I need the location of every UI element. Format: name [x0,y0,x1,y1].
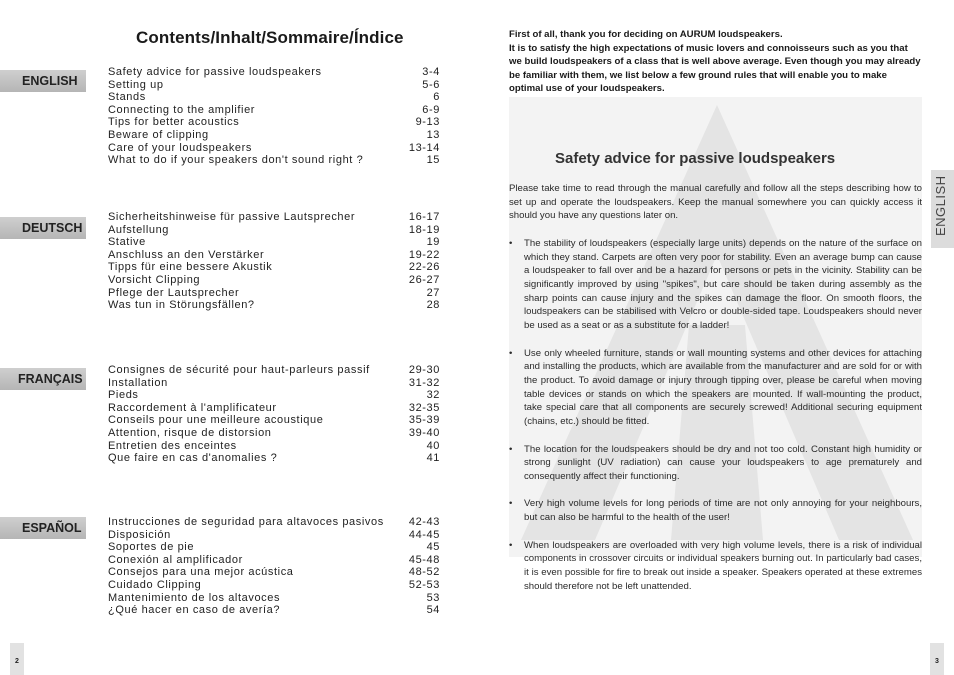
toc-entry-label: Mantenimiento de los altavoces [108,591,281,604]
bullet-item [509,443,922,484]
toc-entry-label: Que faire en cas d'anomalies ? [108,452,278,465]
toc-entry [108,236,440,249]
toc-entry [108,377,440,390]
toc-entry [108,91,440,104]
toc-entry-label: Setting up [108,78,164,91]
toc-entry-label: Instrucciones de seguridad para altavoces pasivos [108,516,384,528]
toc-entry [108,154,440,167]
toc-entry [108,79,440,92]
toc-entry-pages: 6 [433,91,440,104]
toc-entry [108,529,440,542]
toc-entry [108,389,440,402]
toc-entry-label: What to do if your speakers don't sound right ? [108,154,364,167]
toc-entry [108,66,440,79]
language-side-tab [931,170,954,248]
bullet-text: Use only wheeled furniture, stands or wall mounting systems and other devices for attaching and installing the products, which are available from the manufacturer and are sold for or with the product. To avoid damage or injury through tipping over, please be careful when moving table devices or stands on which the speakers are mounted. If wall-mounting the product, take special care that all components are securely screwed! Additional securing equipment (chains, etc.) should be fitted. [524,347,922,427]
toc-entry [108,116,440,129]
right-page [477,0,954,675]
toc-entry [108,440,440,453]
toc-entry-label: Soportes de pie [108,541,195,554]
toc-entry [108,224,440,237]
toc-entry-label: Care of your loudspeakers [108,141,253,154]
intro-text [509,28,922,96]
toc-entry-label: Conseils pour une meilleure acoustique [108,414,324,427]
toc-entry-pages: 28 [426,299,440,312]
toc-entry [108,554,440,567]
bullet-text: Very high volume levels for long periods of time are not only annoying for your neighbours, but can also be harmful to the health of the user! [524,498,922,524]
toc-entry-label: Vorsicht Clipping [108,273,201,286]
toc-entry-label: Installation [108,376,168,389]
toc-entry-label: Anschluss an den Verstärker [108,248,265,261]
toc-entry-label: Stative [108,236,146,249]
page-number-right: 3 [930,643,944,675]
toc-entry-pages: 52-53 [408,578,440,591]
lang-tab-deutsch: DEUTSCH [0,217,86,239]
bullet-icon: • [509,539,513,551]
toc-entry-pages: 40 [426,439,440,452]
contents-title: Contents/Inhalt/Sommaire/Índice [136,28,404,47]
toc-entry-pages: 26-27 [408,273,440,286]
toc-entry-label: Connecting to the amplifier [108,103,256,116]
toc-english [108,66,440,167]
toc-entry [108,452,440,465]
toc-entry-pages: 41 [426,452,440,465]
toc-entry [108,579,440,592]
toc-entry-label: Pflege der Lautsprecher [108,286,240,299]
bullet-item [509,497,922,524]
toc-entry-label: Disposición [108,528,171,541]
toc-entry [108,566,440,579]
toc-entry-pages: 45-48 [408,553,440,566]
toc-entry-pages: 19 [426,236,440,249]
toc-entry [108,541,440,554]
toc-entry-pages: 16-17 [408,211,440,223]
toc-entry-pages: 29-30 [408,364,440,376]
toc-entry-pages: 15 [426,154,440,167]
bullet-text: The stability of loudspeakers (especially large units) depends on the nature of the surface on which they stand. Carpets are often very poor for stability. Even an average bump can cause a loudspeaker to fall over and be a hazard for persons or pets in the vicinity. Stability can be significantly improved by using "spikes", but care should be taken during assembly as the sharp points can cause injury and the spikes can damage the floor. On smooth floors, the loudspeakers can be stabilised with Velcro or double-sided tape. Loudspeakers should never be used as a seat or as a substitute for a ladder! [524,237,922,331]
toc-entry-label: Beware of clipping [108,128,209,141]
toc-entry-label: Cuidado Clipping [108,578,202,591]
toc-entry-pages: 45 [426,541,440,554]
page-number-left: 2 [10,643,24,675]
toc-entry-label: Tips for better acoustics [108,116,240,129]
toc-entry-label: ¿Qué hacer en caso de avería? [108,604,281,617]
toc-entry-pages: 18-19 [408,223,440,236]
intro-line-1: First of all, thank you for deciding on AURUM loudspeakers. [509,29,783,40]
toc-entry-pages: 27 [426,286,440,299]
toc-entry [108,364,440,377]
toc-entry-label: Consejos para una mejor acústica [108,566,294,579]
bullet-text: When loudspeakers are overloaded with very high volume levels, there is a risk of individual components in crossover circuits or individual speakers burning out. In particularly bad cases, it is even possible for fire to break out inside a speaker. Speakers operated at these extremes should therefore not be left unattended. [524,539,922,592]
toc-entry-label: Attention, risque de distorsion [108,426,272,439]
toc-entry-label: Sicherheitshinweise für passive Lautsprecher [108,211,356,223]
toc-entry [108,104,440,117]
bullet-icon: • [509,498,513,510]
lang-tab-english: ENGLISH [0,70,86,92]
intro-line-2: It is to satisfy the high expectations of music lovers and connoisseurs such as you that we build loudspeakers of a class that is well above average. Even though you may already be familiar with them, we list below a few ground rules that will enable you to make optimal use of your loudspeakers. [509,42,921,95]
toc-entry-pages: 32 [426,389,440,402]
toc-francais [108,364,440,465]
toc-entry-pages: 19-22 [408,248,440,261]
bullet-item [509,347,922,429]
toc-entry [108,211,440,224]
bullet-text: The location for the loudspeakers should be dry and not too cold. Constant high humidity or strong sunlight (UV radiation) can cause your loudspeakers to age prematurely and consequently affect their functioning. [524,443,922,482]
body-text [509,182,922,607]
bullet-item [509,539,922,594]
toc-entry-pages: 42-43 [408,516,440,528]
toc-entry-pages: 48-52 [408,566,440,579]
toc-entry [108,299,440,312]
side-tab-label: ENGLISH [933,175,948,236]
toc-entry-pages: 35-39 [408,414,440,427]
toc-entry [108,261,440,274]
toc-entry [108,142,440,155]
toc-entry [108,516,440,529]
bullet-icon: • [509,237,513,249]
toc-entry-label: Entretien des enceintes [108,439,237,452]
toc-entry [108,287,440,300]
toc-entry-pages: 13-14 [408,141,440,154]
toc-entry-pages: 31-32 [408,376,440,389]
toc-entry-pages: 54 [426,604,440,617]
toc-entry [108,414,440,427]
toc-espanol [108,516,440,617]
toc-entry-label: Stands [108,91,146,104]
toc-entry-label: Pieds [108,389,139,402]
toc-entry [108,427,440,440]
toc-entry-label: Conexión al amplificador [108,553,243,566]
toc-entry-pages: 5-6 [422,78,440,91]
toc-entry-pages: 13 [426,128,440,141]
toc-entry-label: Consignes de sécurité pour haut-parleurs passif [108,364,370,376]
toc-entry-label: Aufstellung [108,223,170,236]
toc-entry-label: Was tun in Störungsfällen? [108,299,255,312]
bullet-item [509,237,922,333]
lang-tab-francais: FRANÇAIS [0,368,86,390]
toc-entry [108,604,440,617]
toc-entry [108,274,440,287]
toc-entry [108,402,440,415]
toc-entry-pages: 53 [426,591,440,604]
toc-entry-pages: 39-40 [408,426,440,439]
toc-entry-pages: 44-45 [408,528,440,541]
toc-entry-label: Tipps für eine bessere Akustik [108,261,273,274]
toc-entry-label: Safety advice for passive loudspeakers [108,66,322,78]
toc-entry-label: Raccordement à l'amplificateur [108,401,277,414]
lang-tab-espanol: ESPAÑOL [0,517,86,539]
toc-entry-pages: 9-13 [415,116,440,129]
toc-entry [108,129,440,142]
toc-entry-pages: 3-4 [422,66,440,78]
toc-entry-pages: 6-9 [422,103,440,116]
toc-entry-pages: 32-35 [408,401,440,414]
section-title: Safety advice for passive loudspeakers [555,150,836,167]
lead-paragraph: Please take time to read through the manual carefully and follow all the steps describing how to set up and operate the loudspeakers. Keep the manual somewhere you can quickly access it should you have any questions later on. [509,183,922,222]
toc-entry [108,592,440,605]
toc-entry [108,249,440,262]
bullet-icon: • [509,443,513,455]
toc-deutsch [108,211,440,312]
bullet-icon: • [509,347,513,359]
toc-entry-pages: 22-26 [408,261,440,274]
